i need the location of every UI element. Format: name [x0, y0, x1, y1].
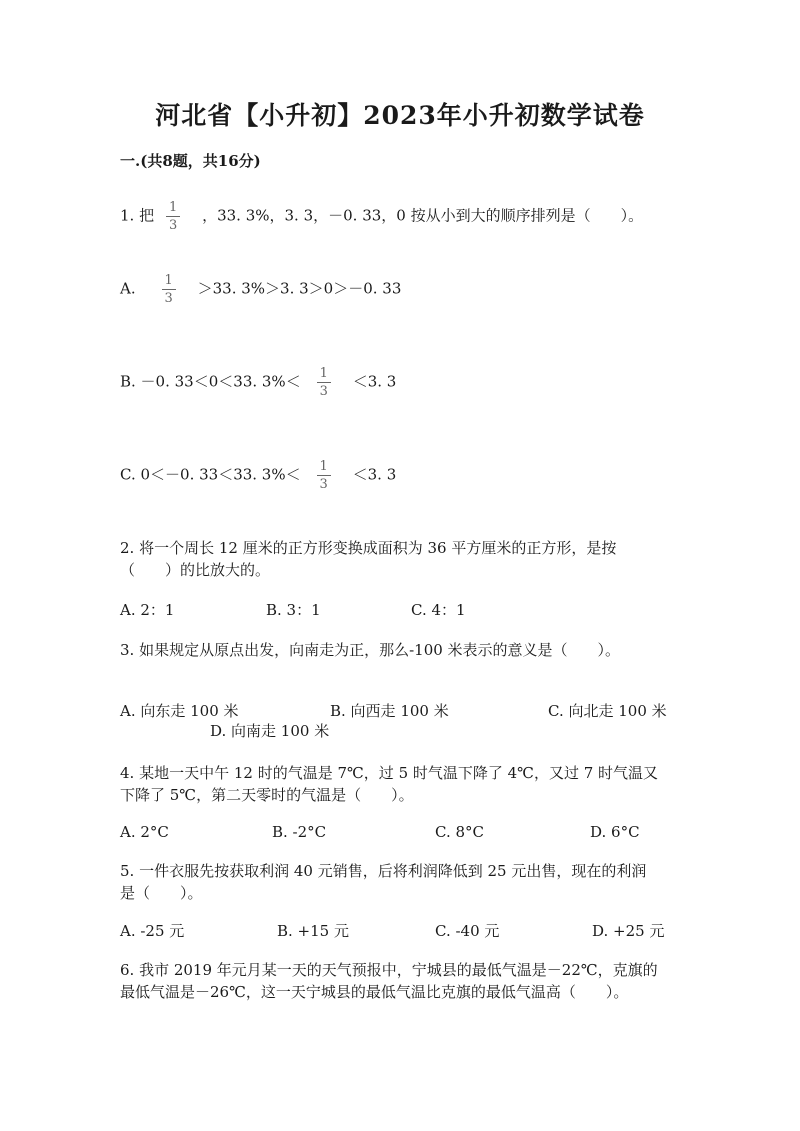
question-4-option-c[interactable]: C. 8°C	[435, 823, 484, 841]
question-3-line-1: 3. 如果规定从原点出发，向南走为正，那么-100 米表示的意义是（ ）。	[120, 641, 621, 659]
question-5-option-b[interactable]: B. +15 元	[277, 922, 349, 940]
section-heading: 一.(共8题，共16分)	[120, 152, 261, 170]
question-5-option-c[interactable]: C. -40 元	[435, 922, 500, 940]
fraction-numerator: 1	[317, 459, 331, 476]
fraction-denominator: 3	[168, 218, 178, 233]
fraction-denominator: 3	[164, 291, 173, 306]
question-1-option-c[interactable]	[120, 459, 396, 492]
question-2-option-b[interactable]: B. 3：1	[266, 601, 321, 619]
option-c-tail: ＜3. 3	[352, 465, 397, 484]
question-6-line-2: 最低气温是－26℃，这一天宁城县的最低气温比克旗的最低气温高（ ）。	[120, 983, 629, 1001]
question-1-text: ，33. 3%，3. 3，－0. 33，0 按从小到大的顺序排列是（ ）。	[202, 206, 644, 225]
question-3-option-b[interactable]: B. 向西走 100 米	[330, 702, 449, 720]
option-b-text: B. －0. 33＜0＜33. 3%＜	[120, 372, 301, 391]
question-3-option-d[interactable]: D. 向南走 100 米	[210, 722, 330, 740]
question-3-option-c[interactable]: C. 向北走 100 米	[548, 702, 667, 720]
fraction-denominator: 3	[319, 477, 328, 492]
fraction-one-third	[317, 366, 331, 399]
question-5-line-1: 5. 一件衣服先按获取利润 40 元销售，后将利润降低到 25 元出售，现在的利润	[120, 862, 647, 880]
question-1	[120, 200, 643, 233]
page-title: 河北省【小升初】2023年小升初数学试卷	[155, 101, 645, 130]
question-2-line-2: （ ）的比放大的。	[120, 561, 271, 579]
question-6-line-1: 6. 我市 2019 年元月某一天的天气预报中，宁城县的最低气温是－22℃，克旗的	[120, 961, 658, 979]
question-4-option-d[interactable]: D. 6°C	[590, 823, 640, 841]
option-a-label: A.	[120, 279, 136, 298]
question-4-line-1: 4. 某地一天中午 12 时的气温是 7℃，过 5 时气温下降了 4℃，又过 7 时气温又	[120, 764, 659, 782]
question-5-option-a[interactable]: A. -25 元	[120, 922, 185, 940]
question-2-line-1: 2. 将一个周长 12 厘米的正方形变换成面积为 36 平方厘米的正方形，是按	[120, 539, 617, 557]
question-5-option-d[interactable]: D. +25 元	[592, 922, 665, 940]
fraction-one-third	[162, 273, 176, 306]
option-c-text: C. 0＜－0. 33＜33. 3%＜	[120, 465, 301, 484]
question-4-option-a[interactable]: A. 2°C	[120, 823, 169, 841]
fraction-numerator: 1	[162, 273, 176, 290]
option-a-text: ＞33. 3%＞3. 3＞0＞－0. 33	[197, 279, 402, 298]
question-5-line-2: 是（ ）。	[120, 884, 203, 902]
question-2-option-a[interactable]: A. 2：1	[120, 601, 175, 619]
question-2-option-c[interactable]: C. 4：1	[411, 601, 466, 619]
question-1-option-a[interactable]	[120, 273, 401, 306]
question-1-option-b[interactable]	[120, 366, 396, 399]
question-1-prefix: 1. 把	[120, 206, 155, 225]
question-4-option-b[interactable]: B. -2°C	[272, 823, 327, 841]
fraction-numerator: 1	[166, 200, 180, 217]
question-4-line-2: 下降了 5℃，第二天零时的气温是（ ）。	[120, 786, 414, 804]
fraction-one-third	[166, 200, 180, 233]
fraction-one-third	[317, 459, 331, 492]
fraction-numerator: 1	[317, 366, 331, 383]
fraction-denominator: 3	[319, 384, 328, 399]
option-b-tail: ＜3. 3	[352, 372, 397, 391]
question-3-option-a[interactable]: A. 向东走 100 米	[120, 702, 239, 720]
